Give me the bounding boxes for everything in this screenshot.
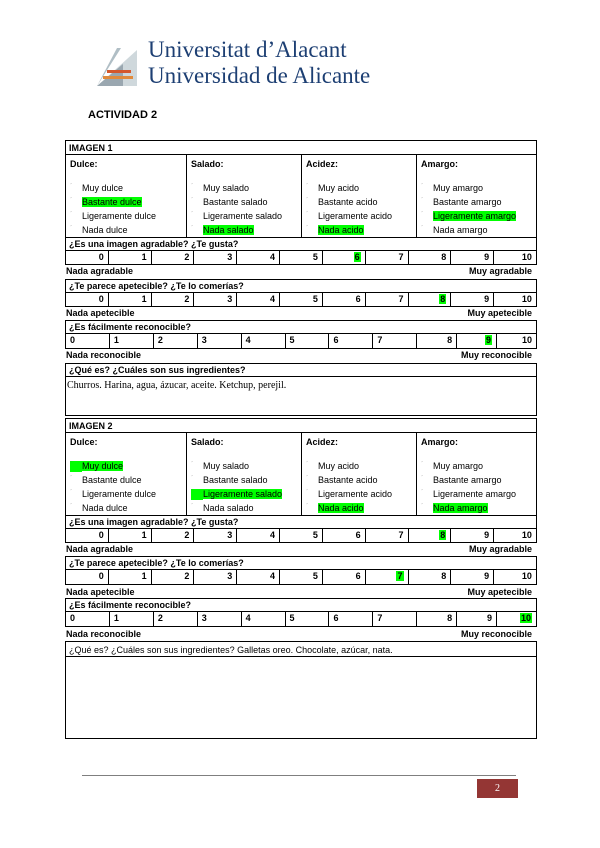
image1-dulce: Dulce: Muy dulce Bastante dulce Ligeramente dulce Nada dulce [70,159,157,235]
option-selected[interactable]: Nada amargo [433,503,488,513]
university-logo [93,38,373,92]
option[interactable]: Nada dulce [82,503,128,513]
image2-title: IMAGEN 2 [69,421,113,431]
image2-ingredientes-box[interactable] [65,641,537,739]
image1-acidez: Acidez: Muy acido Bastante acido Ligeramente acido Nada acido [301,155,416,237]
selected-value: 10 [520,613,531,623]
option[interactable]: Muy dulce [82,183,124,193]
option[interactable]: Muy acido [318,461,360,471]
option-selected[interactable]: Nada acido [318,503,364,513]
image2-categories [66,432,536,515]
selected-value: 8 [440,294,446,304]
image2-apetecible-legend: Nada apetecible Muy apetecible [66,587,532,597]
option[interactable]: Ligeramente dulce [82,211,157,221]
university-name-line2: Universidad de Alicante [148,63,371,88]
image1-salado: Salado: Muy salado Bastante salado Ligeramente salado Nada salado [186,155,301,237]
option[interactable]: Bastante salado [203,475,268,485]
image1-agradable-question: ¿Es una imagen agradable? ¿Te gusta? 0 1 2 3 4 5 6 7 8 9 10 [65,237,537,265]
image1-answer-field[interactable] [66,376,536,415]
image2-reconocible-scale[interactable]: 0 1 2 3 4 5 6 7 8 9 10 [66,612,536,626]
image1-reconocible-scale[interactable]: 0 1 2 3 4 5 6 7 8 9 10 [66,334,536,348]
option[interactable]: Bastante salado [203,197,268,207]
option-selected[interactable]: Ligeramente amargo [433,211,517,221]
option[interactable]: Nada salado [203,503,254,513]
option[interactable]: Muy salado [203,461,250,471]
image2-agradable-question: ¿Es una imagen agradable? ¿Te gusta? 0 1 2 3 4 5 6 7 8 9 10 [65,515,537,543]
image1-reconocible-question: ¿Es fácilmente reconocible? 0 1 2 3 4 5 6 7 8 9 10 [65,320,537,349]
option[interactable]: Bastante dulce [82,475,142,485]
selected-value: 9 [486,335,492,345]
image1-apetecible-scale[interactable]: 0 1 2 3 4 5 6 7 8 9 10 [66,293,536,306]
image2-apetecible-question: ¿Te parece apetecible? ¿Te lo comerías? 0 1 2 3 4 5 6 7 8 9 10 [65,556,537,585]
image2-dulce: Dulce: Muy dulce Bastante dulce Ligeramente dulce Nada dulce [70,437,157,513]
image1-categories [66,154,536,237]
option-selected[interactable]: Nada acido [318,225,364,235]
option[interactable]: Bastante amargo [433,197,502,207]
option-selected[interactable]: Bastante dulce [82,197,142,207]
option-selected[interactable]: Muy dulce [70,461,123,472]
image1-reconocible-legend: Nada reconocible Muy reconocible [66,350,532,360]
option[interactable]: Ligeramente amargo [433,489,517,499]
university-name-line1: Universitat d’Alacant [148,37,347,62]
option[interactable]: Bastante acido [318,475,378,485]
selected-value: 6 [354,252,360,262]
image2-reconocible-question: ¿Es fácilmente reconocible? 0 1 2 3 4 5 6 7 8 9 10 [65,598,537,627]
image1-taste-table [65,140,537,238]
option[interactable]: Muy amargo [433,461,484,471]
image1-agradable-legend: Nada agradable Muy agradable [66,266,532,276]
image1-answer-text: Churros. Harina, agua, ázucar, aceite. Ketchup, perejil. [67,380,287,391]
option[interactable]: Ligeramente dulce [82,489,157,499]
option[interactable]: Ligeramente acido [318,211,393,221]
image1-title: IMAGEN 1 [69,143,113,153]
option[interactable]: Muy salado [203,183,250,193]
option[interactable]: Nada amargo [433,225,488,235]
image2-apetecible-scale[interactable]: 0 1 2 3 4 5 6 7 8 9 10 [66,570,536,584]
selected-value: 7 [397,571,403,581]
image1-apetecible-legend: Nada apetecible Muy apetecible [66,308,532,318]
image2-amargo: Amargo: Muy amargo Bastante amargo Ligeramente amargo Nada amargo [416,433,536,515]
image1-ingredientes-box: ¿Qué es? ¿Cuáles son sus ingredientes? Churros. Harina, agua, ázucar, aceite. Ketchup, perejil. [65,363,537,416]
image2-acidez: Acidez: Muy acido Bastante acido Ligeramente acido Nada acido [301,433,416,515]
image1-apetecible-question: ¿Te parece apetecible? ¿Te lo comerías? 0 1 2 3 4 5 6 7 8 9 10 [65,279,537,307]
image1-amargo: Amargo: Muy amargo Bastante amargo Ligeramente amargo Nada amargo [416,155,536,237]
option-selected[interactable]: Nada salado [203,225,254,235]
option[interactable]: Ligeramente acido [318,489,393,499]
logo-emblem-icon [93,40,141,88]
image2-reconocible-legend: Nada reconocible Muy reconocible [66,629,532,639]
activity-title: ACTIVIDAD 2 [88,109,158,121]
page-number: 2 [477,779,518,798]
image2-agradable-scale[interactable]: 0 1 2 3 4 5 6 7 8 9 10 [66,529,536,542]
option[interactable]: Muy acido [318,183,360,193]
image2-answer-text: ¿Qué es? ¿Cuáles son sus ingredientes? Galletas oreo. Chocolate, azúcar, nata. [69,645,393,655]
option[interactable]: Bastante amargo [433,475,502,485]
image2-taste-table [65,418,537,516]
option[interactable]: Muy amargo [433,183,484,193]
image2-salado: Salado: Muy salado Bastante salado Ligeramente salado Nada salado [186,433,301,515]
image1-agradable-scale[interactable]: 0 1 2 3 4 5 6 7 8 9 10 [66,251,536,264]
option[interactable]: Bastante acido [318,197,378,207]
image2-agradable-legend: Nada agradable Muy agradable [66,544,532,554]
option[interactable]: Nada dulce [82,225,128,235]
option[interactable]: Ligeramente salado [203,211,283,221]
footer-divider [82,775,516,776]
selected-value: 8 [440,530,446,540]
option-selected[interactable]: Ligeramente salado [191,489,282,500]
